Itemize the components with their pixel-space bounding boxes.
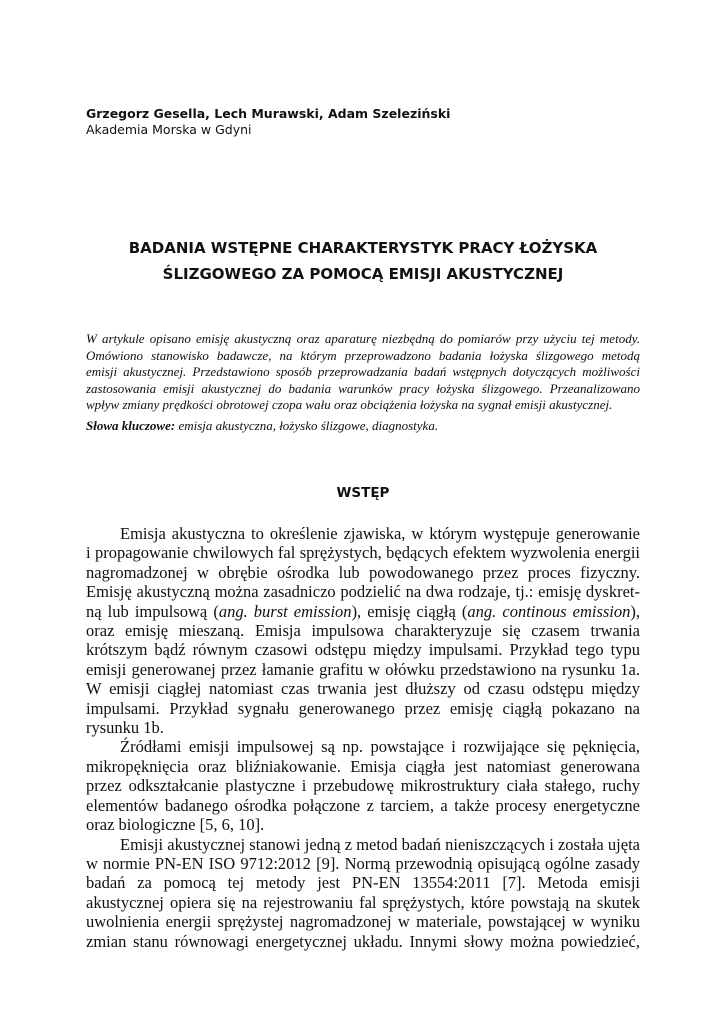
body-text — [86, 524, 640, 951]
body-segment: ną lub impulsową ( — [86, 601, 219, 621]
body-line: Emisja akustyczna to określenie zjawiska, w którym występuje generowanie — [120, 524, 640, 543]
body-line: akustycznej opiera się na rejestrowaniu fal sprężystych, które powstają na skutek — [86, 892, 640, 912]
section-heading: WSTĘP — [336, 485, 390, 501]
body-line: i propagowanie chwilowych fal sprężystych, będących efektem wyzwolenia energii — [86, 543, 640, 563]
title-line: ŚLIZGOWEGO ZA POMOCĄ EMISJI AKUSTYCZNEJ — [162, 265, 564, 283]
body-italic: ang. continous emission — [467, 601, 631, 621]
keywords — [86, 418, 640, 435]
body-line: mikropęknięcia oraz bliźniakowanie. Emisja ciągła jest natomiast generowana — [86, 756, 640, 776]
abstract-line: W artykule opisano emisję akustyczną oraz aparaturę niezbędną do pomiarów przy użyciu tej metody. — [86, 331, 640, 346]
body-line: Emisję akustyczną można zasadniczo podzielić na dwa rodzaje, tj.: emisję dyskret- — [86, 582, 640, 602]
body-line — [86, 602, 640, 621]
body-line: oraz biologiczne [5, 6, 10]. — [86, 815, 265, 835]
body-segment: ), emisję ciągłą ( — [351, 601, 468, 621]
body-line: zmian stanu równowagi energetycznej układu. Innymi słowy można powiedzieć, — [86, 931, 640, 951]
keywords-text: emisja akustyczna, łożysko ślizgowe, diagnostyka. — [175, 418, 439, 433]
keywords-label: Słowa kluczowe: — [86, 418, 176, 433]
abstract-line: emisji akustycznej. Przedstawiono sposób przeprowadzania badań wstępnych dotyczących możliwości — [86, 364, 640, 380]
body-line: przez odkształcanie plastyczne i przebudowę mikrostruktury ciała stałego, ruchy — [86, 776, 640, 796]
body-line: uwolnienia energii sprężystej nagromadzonej w materiale, powstającej w wyniku — [86, 912, 640, 932]
paper-title — [86, 235, 640, 287]
body-line: krótszym bądź równym czasowi odstępu między impulsami. Przykład tego typu — [86, 640, 640, 660]
body-line: rysunku 1b. — [86, 718, 164, 738]
body-line: w normie PN-EN ISO 9712:2012 [9]. Normą przewodnią opisującą ogólne zasady — [86, 853, 640, 873]
body-line: emisji generowanej przez łamanie grafitu w ołówku przedstawiono na rysunku 1a. — [86, 659, 640, 679]
body-line: oraz emisję mieszaną. Emisja impulsowa charakteryzuje się czasem trwania — [86, 621, 640, 641]
body-line: nagromadzonej w obrębie ośrodka lub powodowanego przez proces fizyczny. — [86, 562, 640, 582]
body-line: elementów badanego ośrodka połączone z tarciem, a także procesy energetyczne — [86, 795, 640, 815]
body-italic: ang. burst emission — [218, 601, 352, 621]
title-line: BADANIA WSTĘPNE CHARAKTERYSTYK PRACY ŁOŻYSKA — [128, 239, 598, 257]
body-segment: ), — [630, 601, 640, 621]
authors: Grzegorz Gesella, Lech Murawski, Adam Szeleziński — [86, 106, 451, 121]
body-line: W emisji ciągłej natomiast czas trwania jest dłuższy od czasu odstępu między — [86, 679, 640, 699]
abstract-line: wpływ zmiany prędkości obrotowej czopa wału oraz obciążenia łożyska na sygnał emisji akustycznej. — [86, 397, 613, 413]
affiliation: Akademia Morska w Gdyni — [86, 122, 252, 137]
body-line: Emisji akustycznej stanowi jedną z metod badań nieniszczących i została ujęta — [120, 834, 640, 854]
abstract-line: zastosowania emisji akustycznej do badania warunków pracy łożyska ślizgowego. Przeanalizowano — [86, 380, 640, 396]
abstract — [86, 331, 640, 414]
abstract-line: Omówiono stanowisko badawcze, na którym przeprowadzono badania łożyska ślizgowego metodą — [86, 347, 640, 363]
body-line: badań za pomocą tej metody jest PN-EN 13554:2011 [7]. Metoda emisji — [86, 873, 640, 893]
body-line: impulsami. Przykład sygnału generowanego przez emisję ciągłą pokazano na — [86, 698, 640, 718]
body-line: Źródłami emisji impulsowej są np. powstające i rozwijające się pęknięcia, — [120, 737, 640, 757]
